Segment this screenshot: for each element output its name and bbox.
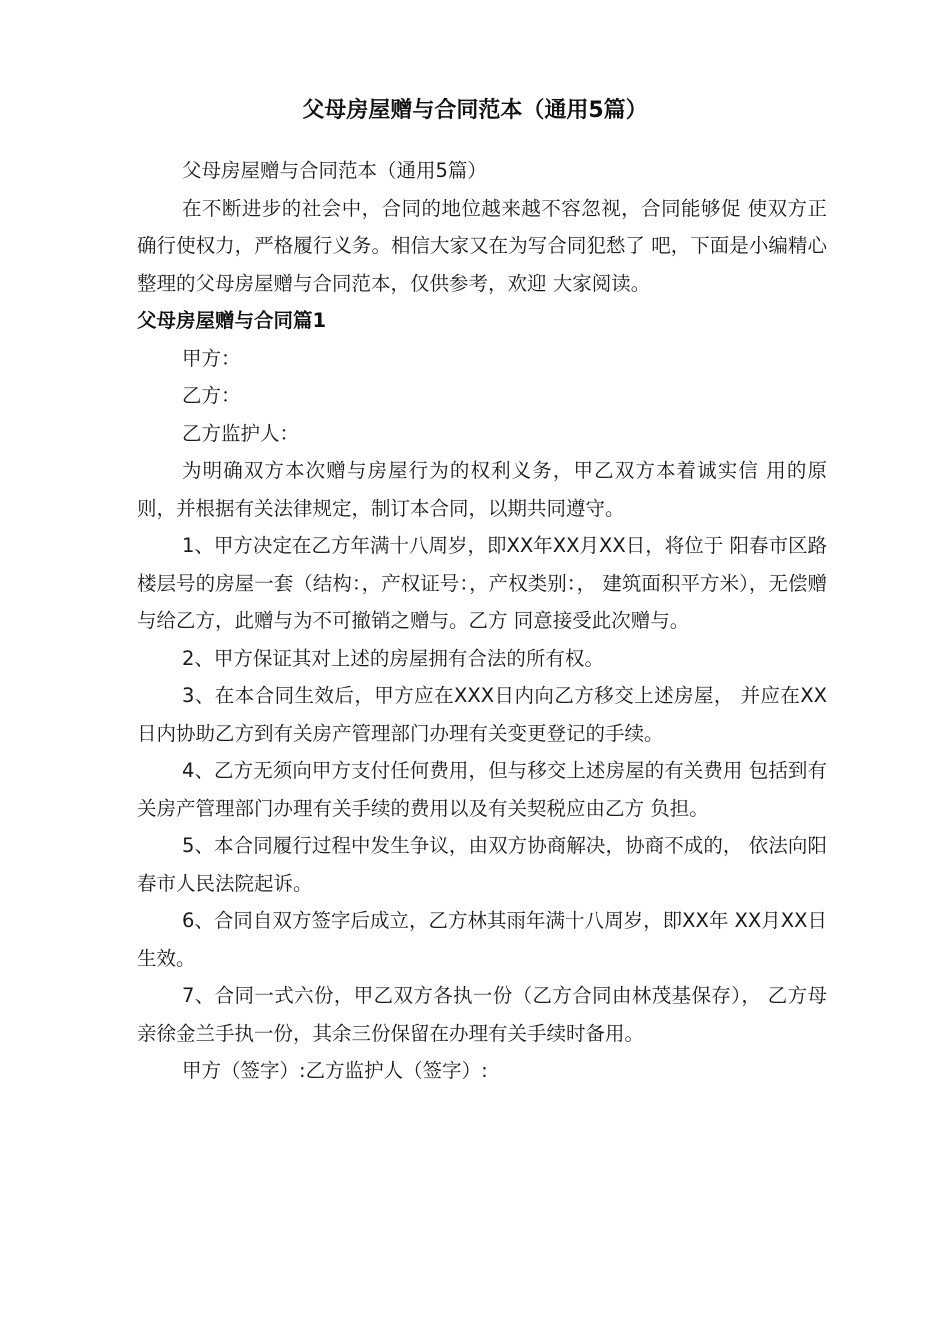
clause-1: 1、甲方决定在乙方年满十八周岁，即XX年XX月XX日，将位于 阳春市区路楼层号的房屋一套（结构：，产权证号：，产权类别：， 建筑面积平方米），无偿赠与给乙方，此赠与为不可撤销之赠与。乙方 同意接受此次赠与。	[137, 534, 827, 632]
clause-6: 6、合同自双方签字后成立，乙方林其雨年满十八周岁，即XX年 XX月XX日生效。	[137, 909, 827, 970]
clause-7: 7、合同一式六份，甲乙双方各执一份（乙方合同由林茂基保存）， 乙方母亲徐金兰手执一份，其余三份保留在办理有关手续时备用。	[137, 984, 827, 1045]
clause-5: 5、本合同履行过程中发生争议，由双方协商解决，协商不成的， 依法向阳春市人民法院起诉。	[137, 834, 827, 895]
intro-paragraph: 在不断进步的社会中，合同的地位越来越不容忽视，合同能够促 使双方正确行使权力，严格履行义务。相信大家又在为写合同犯愁了 吧，下面是小编精心整理的父母房屋赠与合同范本，仅供参考，欢迎 大家阅读。	[137, 196, 827, 295]
section-heading: 父母房屋赠与合同篇1	[137, 309, 327, 332]
clause-3: 3、在本合同生效后，甲方应在XXX日内向乙方移交上述房屋， 并应在XX日内协助乙方到有关房产管理部门办理有关变更登记的手续。	[137, 684, 827, 745]
subtitle-paragraph: 父母房屋赠与合同范本（通用5篇）	[182, 159, 487, 182]
preamble-paragraph: 为明确双方本次赠与房屋行为的权利义务，甲乙双方本着诚实信 用的原则，并根据有关法律规定，制订本合同，以期共同遵守。	[137, 459, 827, 520]
clause-2: 2、甲方保证其对上述的房屋拥有合法的所有权。	[182, 646, 604, 670]
clause-4: 4、乙方无须向甲方支付任何费用，但与移交上述房屋的有关费用 包括到有关房产管理部门办理有关手续的费用以及有关契税应由乙方 负担。	[137, 759, 827, 820]
signature-line: 甲方（签字）:乙方监护人（签字）:	[182, 1059, 488, 1082]
document-body	[137, 152, 827, 1090]
document-title: 父母房屋赠与合同范本（通用5篇）	[302, 98, 648, 123]
guardian-line: 乙方监护人：	[182, 421, 300, 445]
party-b-line: 乙方：	[182, 384, 241, 407]
party-a-line: 甲方：	[182, 346, 241, 370]
